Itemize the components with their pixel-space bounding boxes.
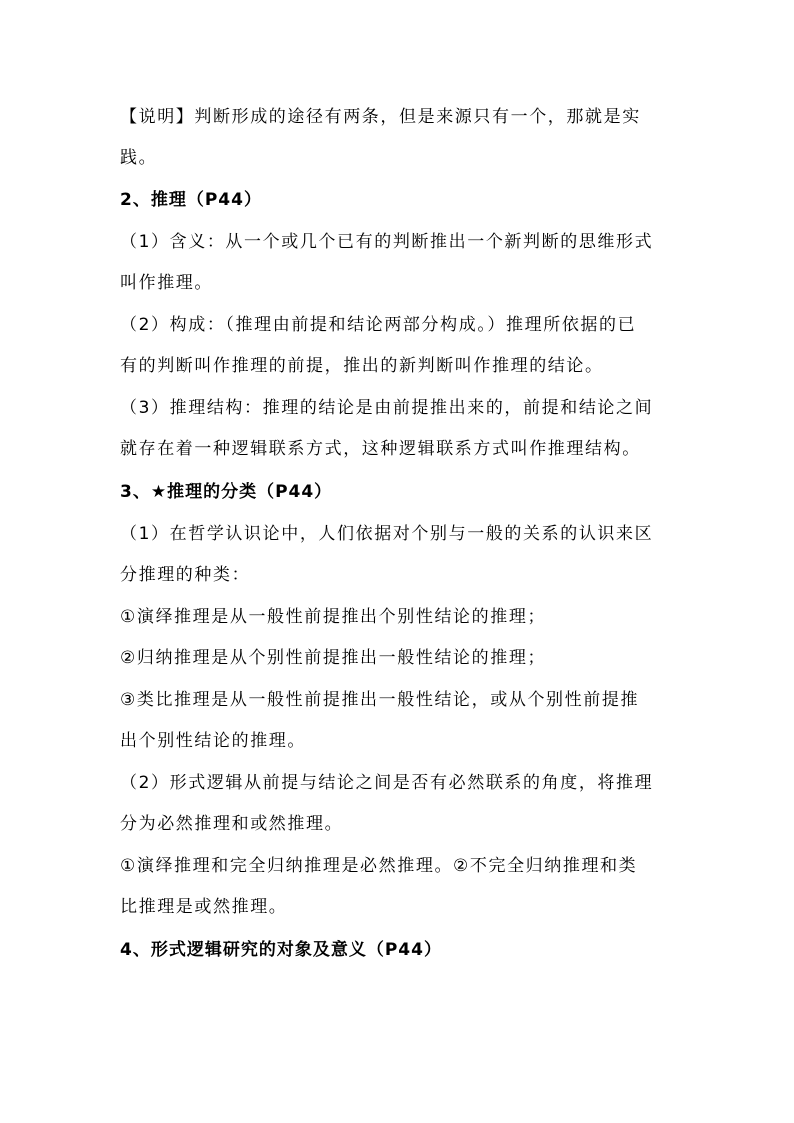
note-line-1: 【说明】判断形成的途径有两条，但是来源只有一个，那就是实 [120,107,641,127]
list-item-analogy-line-1: ③类比推理是从一般性前提推出一般性结论，或从个别性前提推 [120,690,640,710]
paragraph-meaning-line-1: （1）含义：从一个或几个已有的判断推出一个新判断的思维形式 [120,232,654,252]
paragraph-meaning-line-2: 叫作推理。 [120,273,213,293]
paragraph-composition-line-2: 有的判断叫作推理的前提，推出的新判断叫作推理的结论。 [120,356,604,376]
paragraph-composition-line-1: （2）构成：（推理由前提和结论两部分构成。）推理所依据的已 [120,315,637,335]
paragraph-formal-logic-line-2: 分为必然推理和或然推理。 [120,814,344,834]
list-item-deduction: ①演绎推理是从一般性前提推出个别性结论的推理； [120,607,547,627]
paragraph-formal-logic-line-4: 比推理是或然推理。 [120,897,288,917]
list-item-induction: ②归纳推理是从个别性前提推出一般性结论的推理； [120,648,547,668]
section-heading-3: 3、★推理的分类（P44） [120,482,333,502]
section-heading-4: 4、形式逻辑研究的对象及意义（P44） [120,940,442,960]
list-item-analogy-line-2: 出个别性结论的推理。 [120,731,306,751]
paragraph-structure-line-1: （3）推理结构：推理的结论是由前提推出来的，前提和结论之间 [120,398,654,418]
note-line-2: 践。 [120,148,158,168]
paragraph-formal-logic-line-1: （2）形式逻辑从前提与结论之间是否有必然联系的角度，将推理 [120,773,654,793]
paragraph-structure-line-2: 就存在着一种逻辑联系方式，这种逻辑联系方式叫作推理结构。 [120,439,641,459]
paragraph-epistemology-line-2: 分推理的种类： [120,565,251,585]
section-heading-2: 2、推理（P44） [120,190,262,210]
paragraph-epistemology-line-1: （1）在哲学认识论中，人们依据对个别与一般的关系的认识来区 [120,524,654,544]
paragraph-formal-logic-line-3: ①演绎推理和完全归纳推理是必然推理。②不完全归纳推理和类 [120,856,638,876]
